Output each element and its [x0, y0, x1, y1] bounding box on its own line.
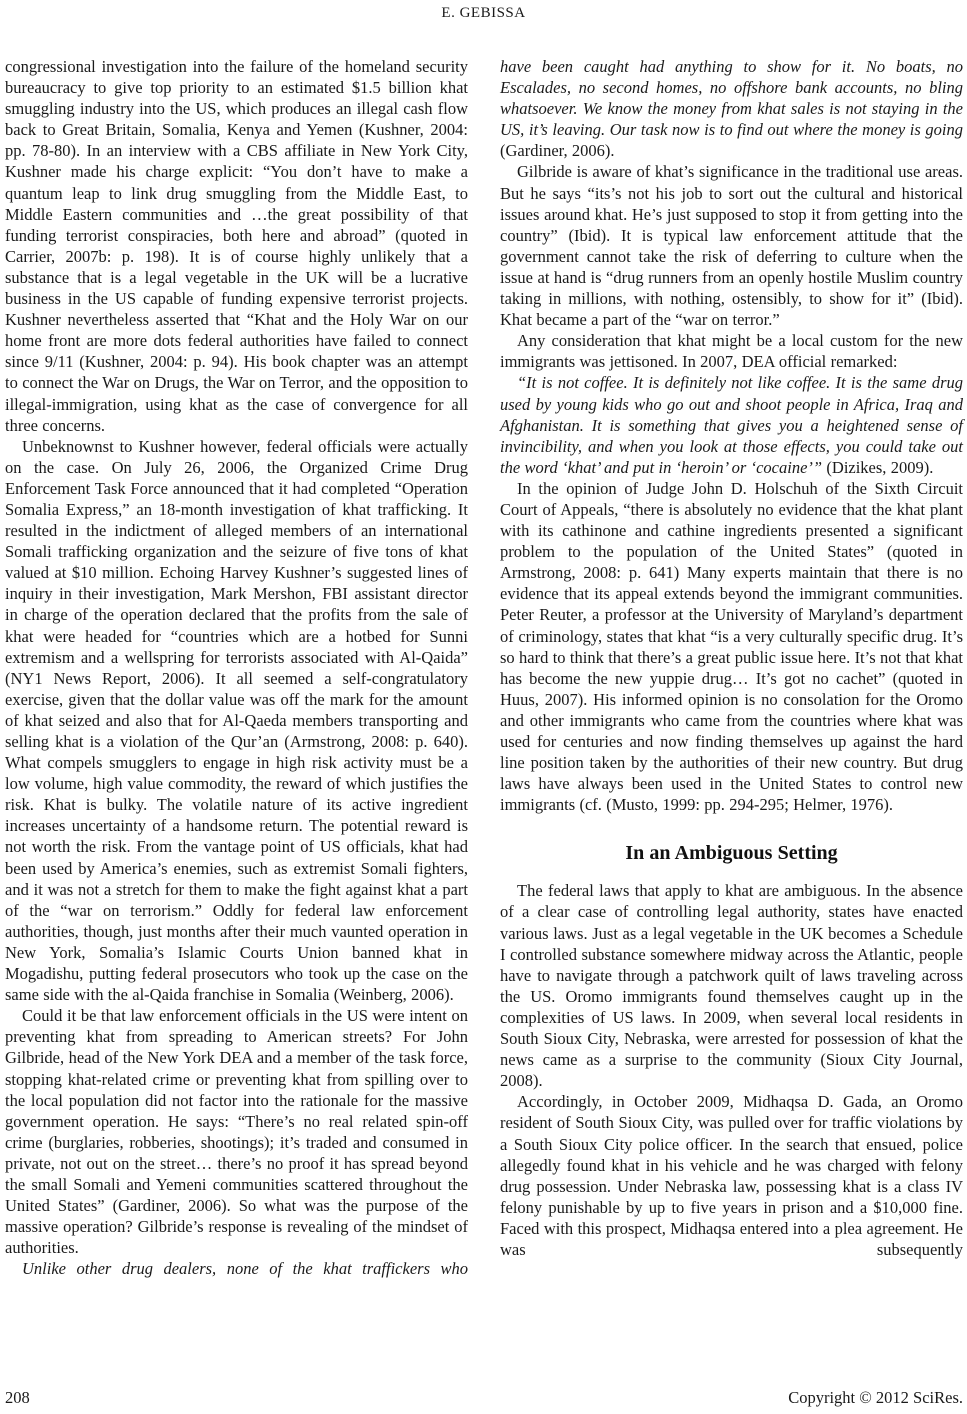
page-number: 208 — [5, 1388, 30, 1407]
page-footer — [5, 1388, 963, 1408]
body-text: Accordingly, in October 2009, Midhaqsa D. Gada, an Oromo resident of South Sioux City, was pulled over for traffic violations by a South Sioux City police officer. In the search that ensued, police allegedly found khat in his vehicle and he was charged with felony drug possession. Under Nebraska law, possessing khat is a class IV felony punishable by up to five years in prison and a $10,000 fine. Faced with this prospect, Midhaqsa entered into a plea agreement. He was subsequently — [500, 1092, 963, 1259]
paragraph — [500, 372, 963, 477]
paragraph — [5, 436, 468, 1006]
paragraph — [500, 161, 963, 330]
body-text: (Gardiner, 2006). — [500, 141, 615, 161]
paragraph — [500, 56, 963, 161]
body-text: Any consideration that khat might be a local custom for the new immigrants was jettisoned. In 2007, DEA official remarked: — [500, 331, 963, 372]
body-text: Could it be that law enforcement officials in the US were intent on preventing khat from spreading to American streets? For John Gilbride, head of the New York DEA and a member of the task force, stopping khat-related crime or preventing khat from spilling over to the local population did not factor into the rationale for the massive government operation. He says: “There’s no real related spin-off crime (burglaries, robberies, shootings); it’s traded and consumed in private, not out on the street… there’s no proof it has spread beyond the small Somali and Yemeni communities scattered throughout the United States” (Gardiner, 2006). So what was the purpose of the massive operation? Gilbride’s response is revealing of the mindset of authorities. — [5, 1006, 468, 1258]
italic-text: have been caught had anything to show for it. No boats, no Escalades, no second homes, no offshore bank accounts, no bling whatsoever. We know the money from khat sales is not staying in the US, it’s leaving. Our task now is to find out where the money is going — [500, 57, 963, 140]
paragraph — [5, 56, 468, 436]
italic-text: “It is not coffee. It is definitely not like coffee. It is the same drug used by young kids who go out and shoot people in Africa, Iraq and Afghanistan. It is something that gives you a heightened sense of invincibility, and when you look at those effects, you could take out the word ‘khat’ and put in ‘heroin’ or ‘cocaine’” — [500, 373, 963, 477]
body-text: Unbeknownst to Kushner however, federal officials were actually on the case. On July 26, 2006, the Organized Crime Drug Enforcement Task Force announced that it had completed “Operation Somalia Express,” an 18-month investigation of khat trafficking. It resulted in the indictment of alleged members of an international Somali trafficking organization and the seizure of five tons of khat valued at $10 million. Echoing Harvey Kushner’s suggested lines of inquiry in their investigation, Mark Mershon, FBI assistant director in charge of the operation declared that the profits from the sale of khat were headed for “countries which are a hotbed for Sunni extremism and a wellspring for terrorists associated with Al-Qaida” (NY1 News Report, 2006). It all seemed a self-congratulatory exercise, given that the dollar value was off the mark for the amount of khat seized and also that for Al-Qaeda members transporting and selling khat is a violation of the Qur’an (Armstrong, 2008: p. 640). What compels smugglers to engage in high risk activity must be a low volume, high value commodity, the reward of which justifies the risk. Khat is bulky. The volatile nature of its active ingredient increases uncertainty of a handsome return. The potential reward is not worth the risk. From the vantage point of US officials, khat had been used by America’s enemies, such as extremist Somali fighters, and it was not a stretch for them to make the fight against khat a part of the “war on terrorism.” Oddly for federal law enforcement authorities, though, just months after their much vaunted operation in New York, Somalia’s Islamic Courts Union banned khat in Mogadishu, putting federal prosecutors who took up the case on the same side with the al-Qaida franchise in Somalia (Weinberg, 2006). — [5, 436, 468, 1005]
paragraph — [500, 478, 963, 816]
body-text: In the opinion of Judge John D. Holschuh of the Sixth Circuit Court of Appeals, “there is absolutely no evidence that the khat plant with its cathinone and cathine ingredients presented a significant problem to the population of the United States” (quoted in Armstrong, 2008: p. 641) Many experts maintain that there is no evidence that its appeal extends beyond the immigrant communities. Peter Reuter, a professor at the University of Maryland’s department of criminology, states that khat “is a very culturally specific drug. It’s so hard to think that there’s a great public issue here. It’s not that khat has become the new yuppie drug… It’s got no cachet” (quoted in Huus, 2007). His informed opinion is no consolation for the Oromo and other immigrants who came from the countries where khat was used for centuries and now finding themselves up against the hard line position taken by the authorities of their new country. But drug laws have always been used in the United States to control new immigrants (cf. (Musto, 1999: pp. 294-295; Helmer, 1976). — [500, 478, 963, 815]
paragraph — [500, 1091, 963, 1260]
body-text: The federal laws that apply to khat are ambiguous. In the absence of a clear case of controlling legal authority, states have enacted various laws. Just as a legal vegetable in the UK becomes a Schedule I controlled substance somewhere midway across the Atlantic, people have to navigate through a patchwork quilt of laws traveling across the US. Oromo immigrants found themselves caught up in the complexities of US laws. In 2009, when several local residents in South Sioux City, Nebraska, were arrested for possession of khat the news came as a surprise to the community (Sioux City Journal, 2008). — [500, 881, 963, 1091]
body-text: congressional investigation into the failure of the homeland security bureaucracy to give top priority to an estimated $1.5 billion khat smuggling industry into the US, which produces an illegal cash flow back to Great Britain, Somalia, Kenya and Yemen (Kushner, 2004: pp. 78-80). In an interview with a CBS affiliate in New York City, Kushner made his charge explicit: “You don’t have to make a quantum leap to link drug smuggling from the Middle East, to Middle Eastern communities and …the great possibility of that funding terrorist conspiracies, both here and abroad” (quoted in Carrier, 2007b: p. 198). It is of course highly unlikely that a substance that is a legal vegetable in the UK will be a lucrative business in the US capable of funding expensive terrorist projects. Kushner nevertheless asserted that “Khat and the Holy War on our home front are more dots federal authorities have failed to connect since 9/11 (Kushner, 2004: p. 94). His book chapter was an attempt to connect the War on Drugs, the War on Terror, and the opposition to illegal-immigration, using khat as the case of convergence for all three concerns. — [5, 57, 468, 435]
right-column — [500, 56, 963, 1279]
paragraph — [500, 330, 963, 372]
section-heading: In an Ambiguous Setting — [625, 842, 838, 865]
two-column-body — [5, 56, 963, 1279]
italic-text: Unlike other drug dealers, none of the khat traffickers who — [22, 1259, 468, 1279]
body-text: Gilbride is aware of khat’s significance in the traditional use areas. But he says “its’s not his job to sort out the cultural and historical issues around khat. He’s just supposed to stop it from getting into the country” (Ibid). It is typical law enforcement attitude that the government cannot take the risk of deferring to culture when the issue at hand is “drug runners from an openly hostile Muslim country taking in millions, with nothing, ostensibly, to show for it” (Ibid). Khat became a part of the “war on terror.” — [500, 162, 963, 330]
running-head: E. GEBISSA — [441, 5, 526, 21]
left-column — [5, 56, 468, 1279]
copyright-notice: Copyright © 2012 SciRes. — [788, 1388, 963, 1407]
paragraph — [500, 880, 963, 1091]
body-text: (Dizikes, 2009). — [822, 457, 934, 477]
paragraph — [5, 1005, 468, 1258]
paragraph — [5, 1258, 468, 1279]
